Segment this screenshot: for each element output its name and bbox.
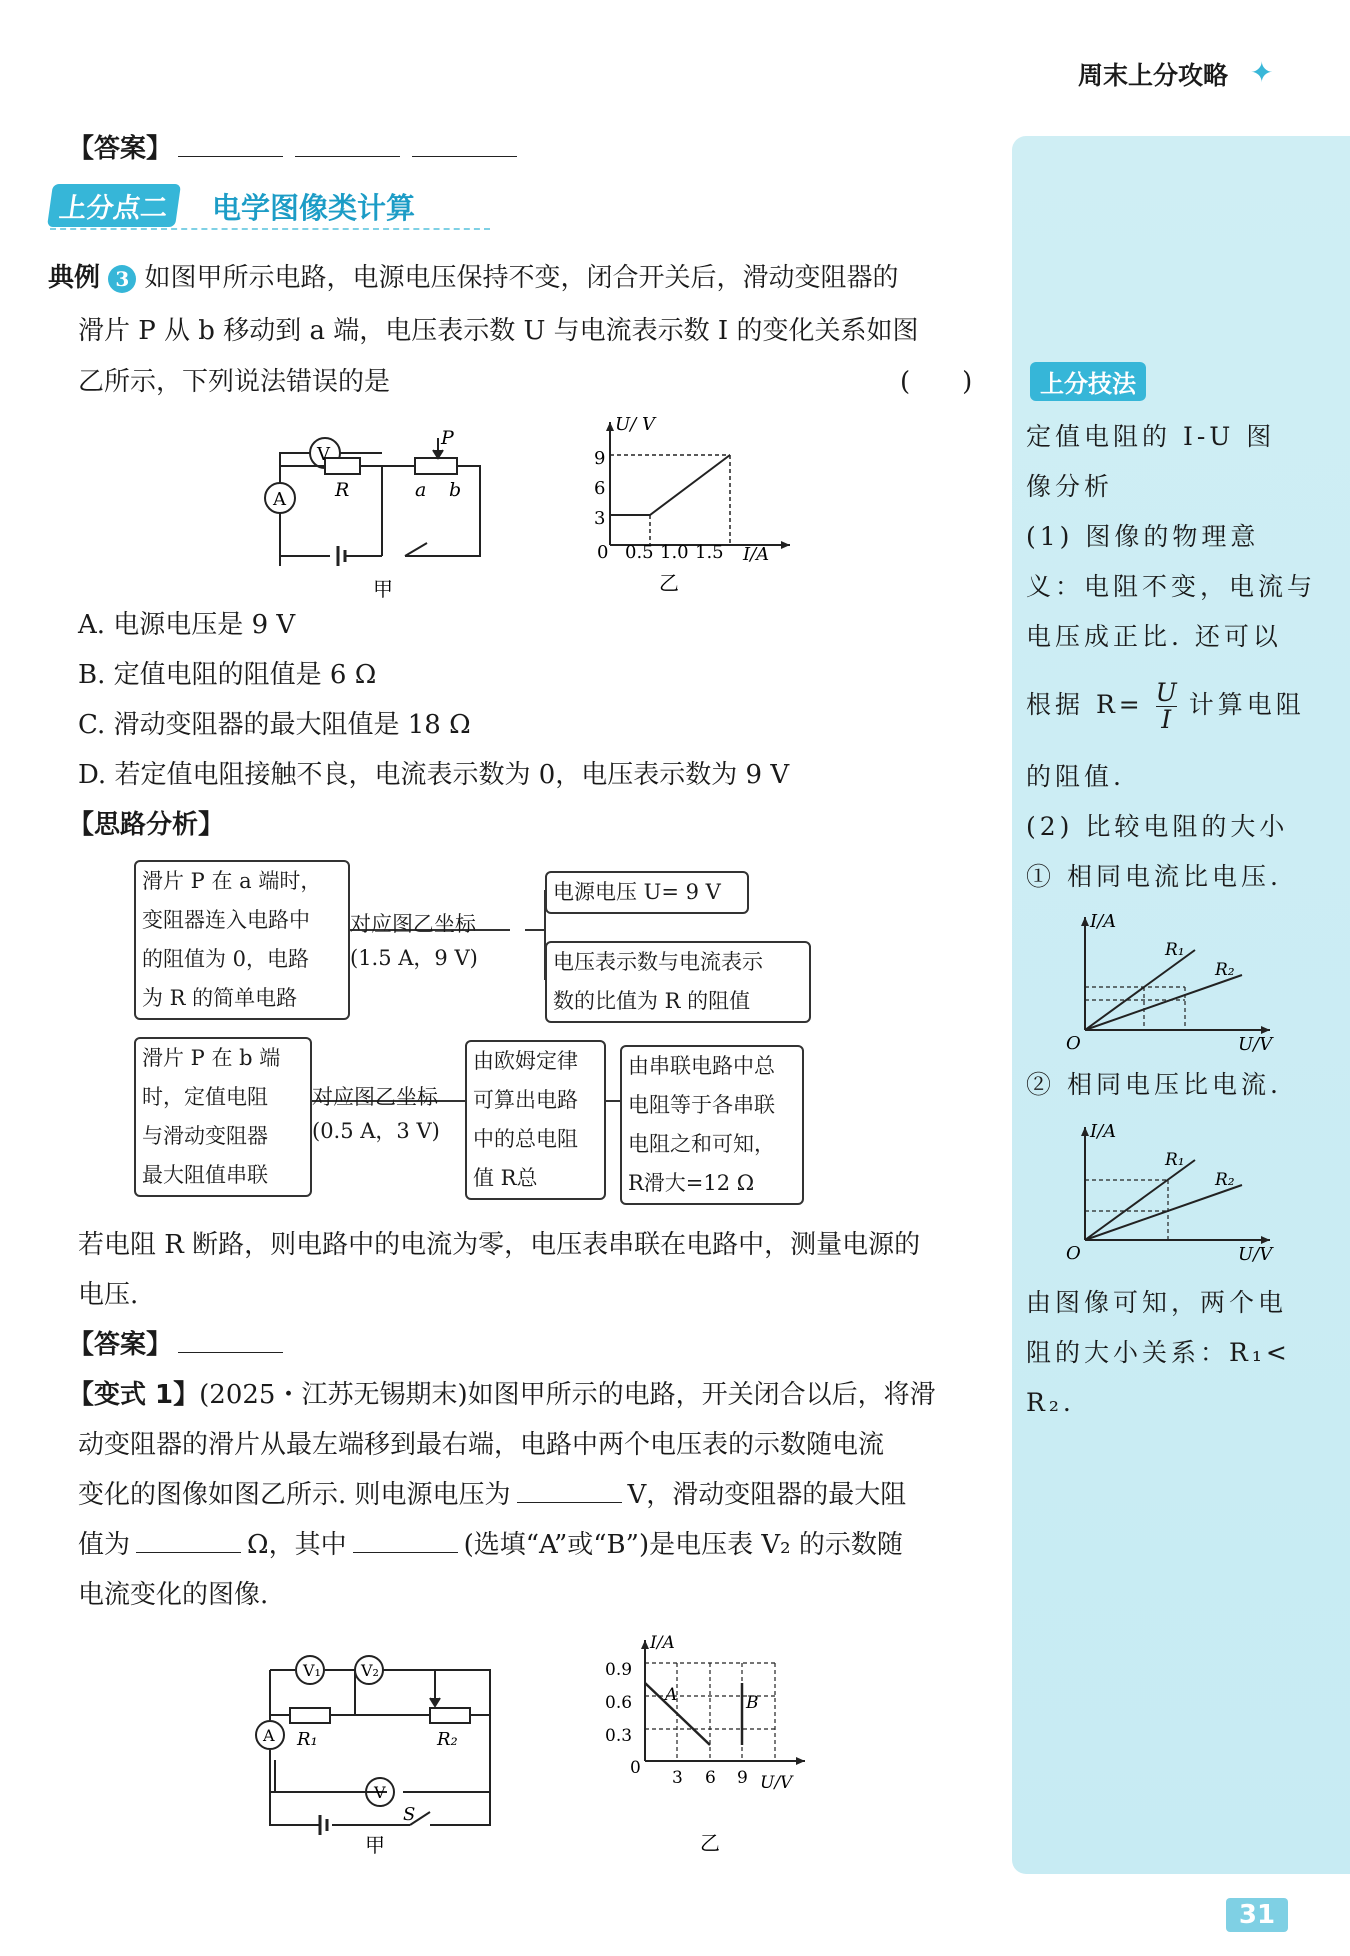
flow-text: (0.5 A，3 V) (312, 1119, 440, 1143)
voltmeter-2-label: V₂ (361, 1661, 379, 1680)
x-tick-label: 3 (672, 1768, 683, 1788)
slider-label: P (441, 427, 454, 449)
sidebar-text-2 (1026, 752, 1336, 902)
flow-text: 时，定值电阻 (142, 1085, 268, 1109)
ui-series-line (610, 455, 730, 515)
ui-guide-line (610, 515, 650, 545)
fraction (1156, 680, 1177, 733)
line-a-label: A (665, 1685, 678, 1705)
flow-text: 由欧姆定律 (473, 1049, 578, 1073)
sidebar-line: ② 相同电压比电流. (1026, 1070, 1282, 1099)
x-axis-label: U/V (1238, 1034, 1273, 1055)
sidebar-badge: 上分技法 (1030, 362, 1146, 401)
circuit-figure-2 (245, 1640, 505, 1855)
flow-text: 对应图乙坐标 (312, 1085, 438, 1109)
resistor-r1-label: R₁ (297, 1729, 318, 1750)
option-b[interactable]: B. 定值电阻的阻值是 6 Ω (78, 660, 377, 690)
sidebar-line: ① 相同电流比电压. (1026, 862, 1282, 891)
option-d[interactable]: D. 若定值电阻接触不良，电流表示数为 0，电压表示数为 9 V (78, 760, 790, 790)
x-tick-label: 1.5 (695, 542, 724, 563)
ammeter-label: A (273, 489, 286, 510)
resistance-blank[interactable] (136, 1522, 241, 1553)
variant-line-1 (68, 1370, 936, 1420)
x-axis-label: I/A (743, 544, 770, 565)
flow-text: 与滑动变阻器 (142, 1124, 268, 1148)
option-c[interactable]: C. 滑动变阻器的最大阻值是 18 Ω (78, 710, 471, 740)
example-number: 3 (108, 265, 136, 293)
flow-text: 中的总电阻 (473, 1127, 578, 1151)
x-tick-label: 9 (737, 1768, 748, 1788)
r1-label: R₁ (1165, 940, 1185, 960)
figure-caption: 甲 (373, 577, 393, 601)
flow-text: 电阻之和可知， (628, 1132, 775, 1156)
sidebar-line: 像分析 (1026, 472, 1114, 501)
flow-box-b-end (134, 1037, 312, 1197)
example-text: 如图甲所示电路，电源电压保持不变，闭合开关后，滑动变阻器的 (144, 263, 899, 293)
sparkle-icon: ✦ (1250, 56, 1274, 89)
compare-graph-1 (1060, 905, 1290, 1055)
flow-result-voltage (545, 871, 749, 914)
answer-bracket: ( ) (900, 367, 973, 397)
answer-blank[interactable] (295, 126, 400, 157)
flow-text: 滑片 P 在 a 端时， (142, 869, 322, 893)
x-tick-label: 1.0 (660, 542, 689, 563)
voltmeter-label: V (317, 444, 330, 465)
r2-label: R₂ (1215, 1170, 1235, 1190)
sidebar-text (1026, 412, 1336, 662)
origin-label: O (1066, 1033, 1081, 1054)
variant-text: 变化的图像如图乙所示. 则电源电压为 (78, 1480, 511, 1510)
flow-text: 对应图乙坐标 (350, 912, 476, 936)
conclusion-text: 电压. (78, 1280, 139, 1310)
y-tick-label: 0 (630, 1758, 641, 1778)
example-text: 乙所示，下列说法错误的是 (78, 367, 391, 397)
figure-caption: 乙 (659, 571, 679, 595)
y-axis-label: I/A (650, 1633, 675, 1653)
resistor-r2-label: R₂ (437, 1729, 458, 1750)
flow-text: 数的比值为 R 的阻值 (553, 989, 751, 1013)
x-axis-label: U/V (1238, 1244, 1273, 1265)
sidebar-line: 的阻值. (1026, 762, 1125, 791)
section-badge: 上分点二 (47, 184, 181, 227)
page-number: 31 (1226, 1898, 1288, 1932)
flow-box-ohm (465, 1040, 606, 1200)
flow-map-1 (350, 907, 478, 975)
y-axis-label: U/ V (615, 414, 655, 435)
x-tick-label: 0 (597, 542, 609, 563)
flow-text: R滑大=12 Ω (628, 1171, 755, 1195)
variant-text: 值为 (78, 1530, 131, 1560)
section-title: 电学图像类计算 (212, 191, 416, 225)
voltmeter-1-label: V₁ (303, 1661, 321, 1680)
voltage-blank[interactable] (517, 1472, 622, 1503)
flow-text: 由串联电路中总 (628, 1054, 775, 1078)
iu-chart (600, 1628, 825, 1858)
graph-choice-blank[interactable] (353, 1522, 458, 1553)
resistor-label: R (335, 479, 350, 501)
y-tick-label: 0.9 (605, 1660, 633, 1680)
example-line-1 (48, 253, 899, 303)
y-tick-label: 0.6 (605, 1693, 633, 1713)
line-b-label: B (746, 1693, 759, 1713)
fraction-numerator: U (1155, 678, 1177, 707)
header-title: 周末上分攻略 (1078, 61, 1229, 90)
sidebar-line: (1) 图像的物理意 (1026, 522, 1260, 551)
sidebar-line: 定值电阻的 I-U 图 (1026, 422, 1276, 451)
analysis-label: 【思路分析】 (68, 810, 225, 840)
option-a[interactable]: A. 电源电压是 9 V (78, 610, 296, 640)
conclusion-text: 若电阻 R 断路，则电路中的电流为零，电压表串联在电路中，测量电源的 (78, 1230, 921, 1260)
sidebar-line: 由图像可知，两个电 (1026, 1288, 1288, 1317)
flow-box-series (620, 1045, 804, 1205)
flow-text: 电压表示数与电流表示 (553, 950, 763, 974)
figure-caption: 甲 (365, 1833, 385, 1855)
ammeter-label: A (263, 1726, 275, 1745)
terminal-b-label: b (449, 479, 462, 501)
sidebar-line: 电压成正比. 还可以 (1026, 622, 1282, 651)
variant-text: Ω，其中 (247, 1530, 347, 1560)
variant-line-3 (78, 1470, 906, 1520)
voltmeter-label: V (374, 1783, 386, 1802)
example-label: 典例 (48, 263, 101, 293)
sidebar-line: 阻的大小关系：R₁< (1026, 1338, 1291, 1367)
x-tick-label: 6 (705, 1768, 716, 1788)
answer-mid (68, 1322, 289, 1361)
flow-text: 变阻器连入电路中 (142, 908, 310, 932)
flow-text: (1.5 A，9 V) (350, 946, 478, 970)
answer-blank[interactable] (412, 126, 517, 157)
sidebar-line: R₂. (1026, 1388, 1075, 1417)
flow-text: 最大阻值串联 (142, 1163, 268, 1187)
sidebar-line: 义：电阻不变，电流与 (1026, 572, 1317, 601)
sidebar-formula (1026, 680, 1305, 740)
variant-line-4 (78, 1520, 903, 1570)
example-text: 滑片 P 从 b 移动到 a 端，电压表示数 U 与电流表示数 I 的变化关系如图 (78, 316, 919, 346)
flow-result-resistance (545, 941, 811, 1023)
circuit-figure-1 (255, 418, 495, 603)
x-axis-label: U/V (760, 1773, 793, 1793)
variant-label: 【变式 1】 (68, 1380, 200, 1410)
flow-text: 电源电压 U= 9 V (553, 880, 721, 904)
answer-label: 【答案】 (68, 1330, 173, 1360)
formula-text: 根据 R= (1026, 690, 1144, 719)
section-underline (50, 228, 490, 230)
sidebar-line: (2) 比较电阻的大小 (1026, 812, 1289, 841)
y-axis-label: I/A (1090, 1121, 1117, 1142)
answer-blank[interactable] (178, 1322, 283, 1353)
origin-label: O (1066, 1243, 1081, 1264)
flow-text: 值 R总 (473, 1166, 538, 1190)
variant-text: V，滑动变阻器的最大阻 (627, 1480, 907, 1510)
flow-text: 的阻值为 0，电路 (142, 947, 310, 971)
variant-text: 电流变化的图像. (78, 1580, 269, 1610)
y-tick-label: 3 (594, 508, 606, 529)
variant-source: (2025・江苏无锡期末) (199, 1380, 468, 1410)
answer-top (68, 126, 523, 165)
answer-blank[interactable] (178, 126, 283, 157)
flow-box-a-end (134, 860, 350, 1020)
figure-caption: 乙 (700, 1831, 720, 1855)
ui-chart (575, 410, 800, 600)
y-axis-label: I/A (1090, 911, 1117, 932)
x-tick-label: 0.5 (625, 542, 654, 563)
flow-text: 电阻等于各串联 (628, 1093, 775, 1117)
variant-text: 如图甲所示的电路，开关闭合以后，将滑 (467, 1380, 936, 1410)
variant-text: 动变阻器的滑片从最左端移到最右端，电路中两个电压表的示数随电流 (78, 1430, 885, 1460)
compare-graph-2 (1060, 1115, 1290, 1265)
terminal-a-label: a (415, 479, 427, 501)
flow-text: 滑片 P 在 b 端 (142, 1046, 281, 1070)
answer-label: 【答案】 (68, 134, 173, 164)
sidebar-conclusion (1026, 1278, 1336, 1428)
y-tick-label: 0.3 (605, 1726, 633, 1746)
switch-label: S (403, 1804, 416, 1825)
r1-label: R₁ (1165, 1150, 1185, 1170)
y-tick-label: 9 (594, 448, 606, 469)
flow-text: 为 R 的简单电路 (142, 986, 298, 1010)
r2-label: R₂ (1215, 960, 1235, 980)
flow-map-2 (312, 1080, 440, 1148)
flow-text: 可算出电路 (473, 1088, 578, 1112)
fraction-denominator: I (1161, 705, 1172, 734)
variant-text: (选填“A”或“B”)是电压表 V₂ 的示数随 (463, 1530, 903, 1560)
y-tick-label: 6 (594, 478, 606, 499)
formula-text: 计算电阻 (1188, 690, 1305, 719)
